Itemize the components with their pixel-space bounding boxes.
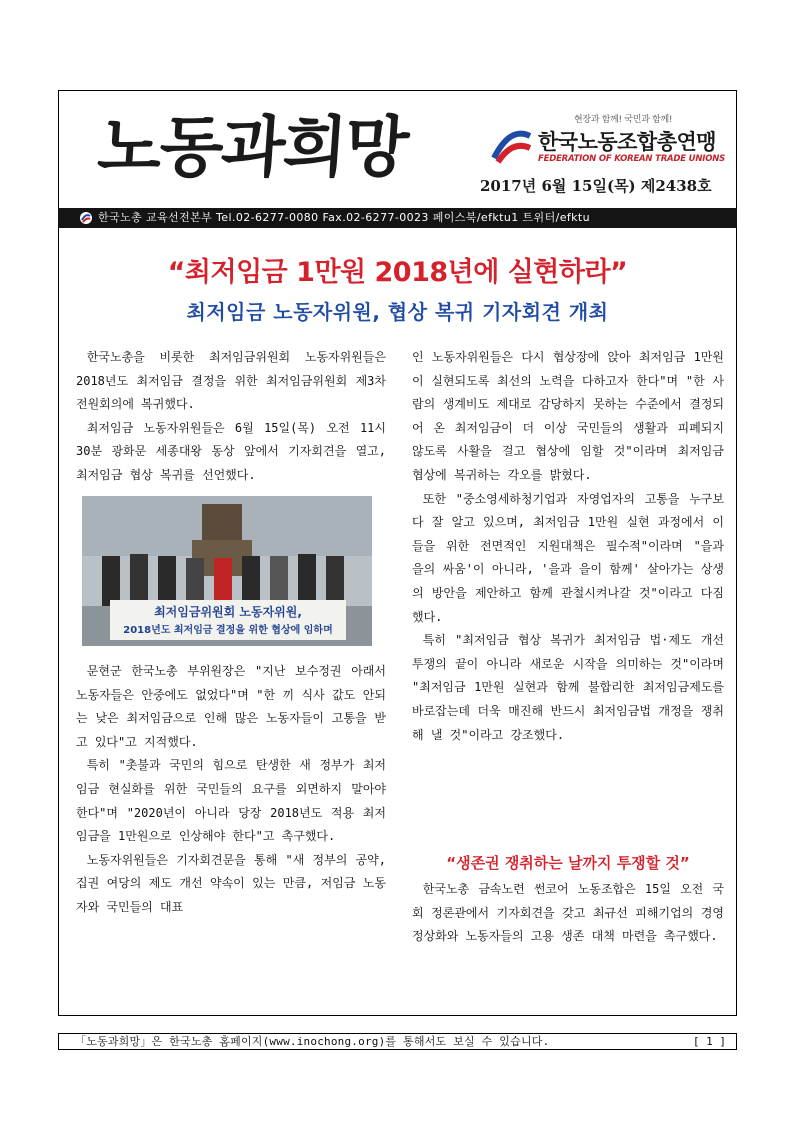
- column-left-bottom: [76, 660, 386, 920]
- banner-line-2: 2018년도 최저임금 결정을 위한 협상에 임하며: [123, 625, 333, 636]
- paragraph: 또한 "중소영세하청기업과 자영업자의 고통을 누구보다 잘 알고 있으며, 최저임금 1만원 실현 과정에서 이들을 위한 전면적인 지원대책은 필수적"이라며 "을과 을의 싸움'이 아니라, '을과 을이 함께' 살아가는 상생의 방안을 제안하고 함께 관철시켜나갈 것"이라고 다짐했다.: [412, 491, 724, 624]
- org-slogan: 현장과 함께! 국민과 함께!: [574, 115, 673, 125]
- page-footer: [58, 1033, 737, 1050]
- issue-date: 2017년 6월 15일(목) 제2438호: [480, 177, 712, 195]
- page-number: [ 1 ]: [692, 1035, 726, 1048]
- paragraph: 특히 "촛불과 국민의 힘으로 탄생한 새 정부가 최저임금 현실화를 위한 국민들의 요구를 외면하지 말아야 한다"며 "2020년이 아니라 당장 2018년도 적용 최저임금을 1만원으로 인상해야 한다"고 촉구했다.: [76, 758, 386, 844]
- article-subhead: 최저임금 노동자위원, 협상 복귀 기자회견 개최: [186, 300, 609, 324]
- org-name-english: FEDERATION OF KOREAN TRADE UNIONS: [538, 154, 726, 164]
- paragraph: 문현군 한국노총 부위원장은 "지난 보수정권 아래서 노동자들은 안중에도 없었다"며 "한 끼 식사 값도 안되는 낮은 최저임금으로 인해 많은 노동자들이 고통을 받고 있다"고 지적했다.: [76, 664, 386, 749]
- column-right-top: [412, 346, 724, 747]
- fktu-logo-icon: [490, 128, 534, 166]
- column-right-bottom: [412, 878, 724, 949]
- newsletter-title: 노동과희망: [95, 108, 410, 186]
- article-headline: “최저임금 1만원 2018년에 실현하라”: [167, 257, 628, 288]
- contact-info: 한국노총 교육선전본부 Tel.02-6277-0080 Fax.02-6277-0023 페이스북/efktu1 트위터/efktu: [98, 211, 591, 224]
- paragraph: 최저임금 노동자위원들은 6월 15일(목) 오전 11시 30분 광화문 세종대왕 동상 앞에서 기자회견을 열고, 최저임금 협상 복귀를 선언했다.: [76, 420, 386, 482]
- subsection-title: “생존권 쟁취하는 날까지 투쟁할 것”: [446, 854, 690, 872]
- masthead: [58, 90, 737, 208]
- press-conference-photo: [82, 496, 372, 646]
- paragraph: 한국노총을 비롯한 최저임금위원회 노동자위원들은 2018년도 최저임금 결정을 위한 최저임금위원회 제3차 전원회의에 복귀했다.: [76, 350, 386, 412]
- paragraph: 한국노총 금속노련 썬코어 노동조합은 15일 오전 국회 정론관에서 기자회견을 갖고 최규선 피해기업의 경영정상화와 노동자들의 고용 생존 대책 마련을 촉구했다.: [412, 882, 724, 944]
- fktu-mini-logo-icon: [80, 212, 92, 224]
- footer-note: 「노동과희망」은 한국노총 홈페이지(www.inochong.org)를 통해서도 보실 수 있습니다.: [75, 1035, 550, 1048]
- column-left-top: [76, 346, 386, 488]
- contact-bar: [58, 208, 737, 228]
- paragraph: 인 노동자위원들은 다시 협상장에 앉아 최저임금 1만원이 실현되도록 최선의 노력을 다하고자 한다"며 "한 사람의 생계비도 제대로 감당하지 못하는 수준에서 결정되어 온 최저임금이 더 이상 국민들의 생활과 피폐되지 않도록 사활을 걸고 협상에 임할 것"이라며 최저임금 협상에 복귀하는 각오를 밝혔다.: [412, 350, 724, 482]
- paragraph: 특히 "최저임금 협상 복귀가 최저임금 법·제도 개선 투쟁의 끝이 아니라 새로운 시작을 의미하는 것"이라며 "최저임금 1만원 실현과 함께 불합리한 최저임금제도를 바로잡는데 더욱 매진해 반드시 최저임금법 개정을 쟁취해 낼 것"이라고 강조했다.: [412, 633, 724, 742]
- banner-line-1: 최저임금위원회 노동자위원,: [154, 605, 302, 619]
- paragraph: 노동자위원들은 기자회견문을 통해 "새 정부의 공약, 집권 여당의 제도 개선 약속이 있는 만큼, 저임금 노동자와 국민들의 대표: [76, 852, 386, 914]
- org-name-korean: 한국노동조합총연맹: [538, 130, 717, 154]
